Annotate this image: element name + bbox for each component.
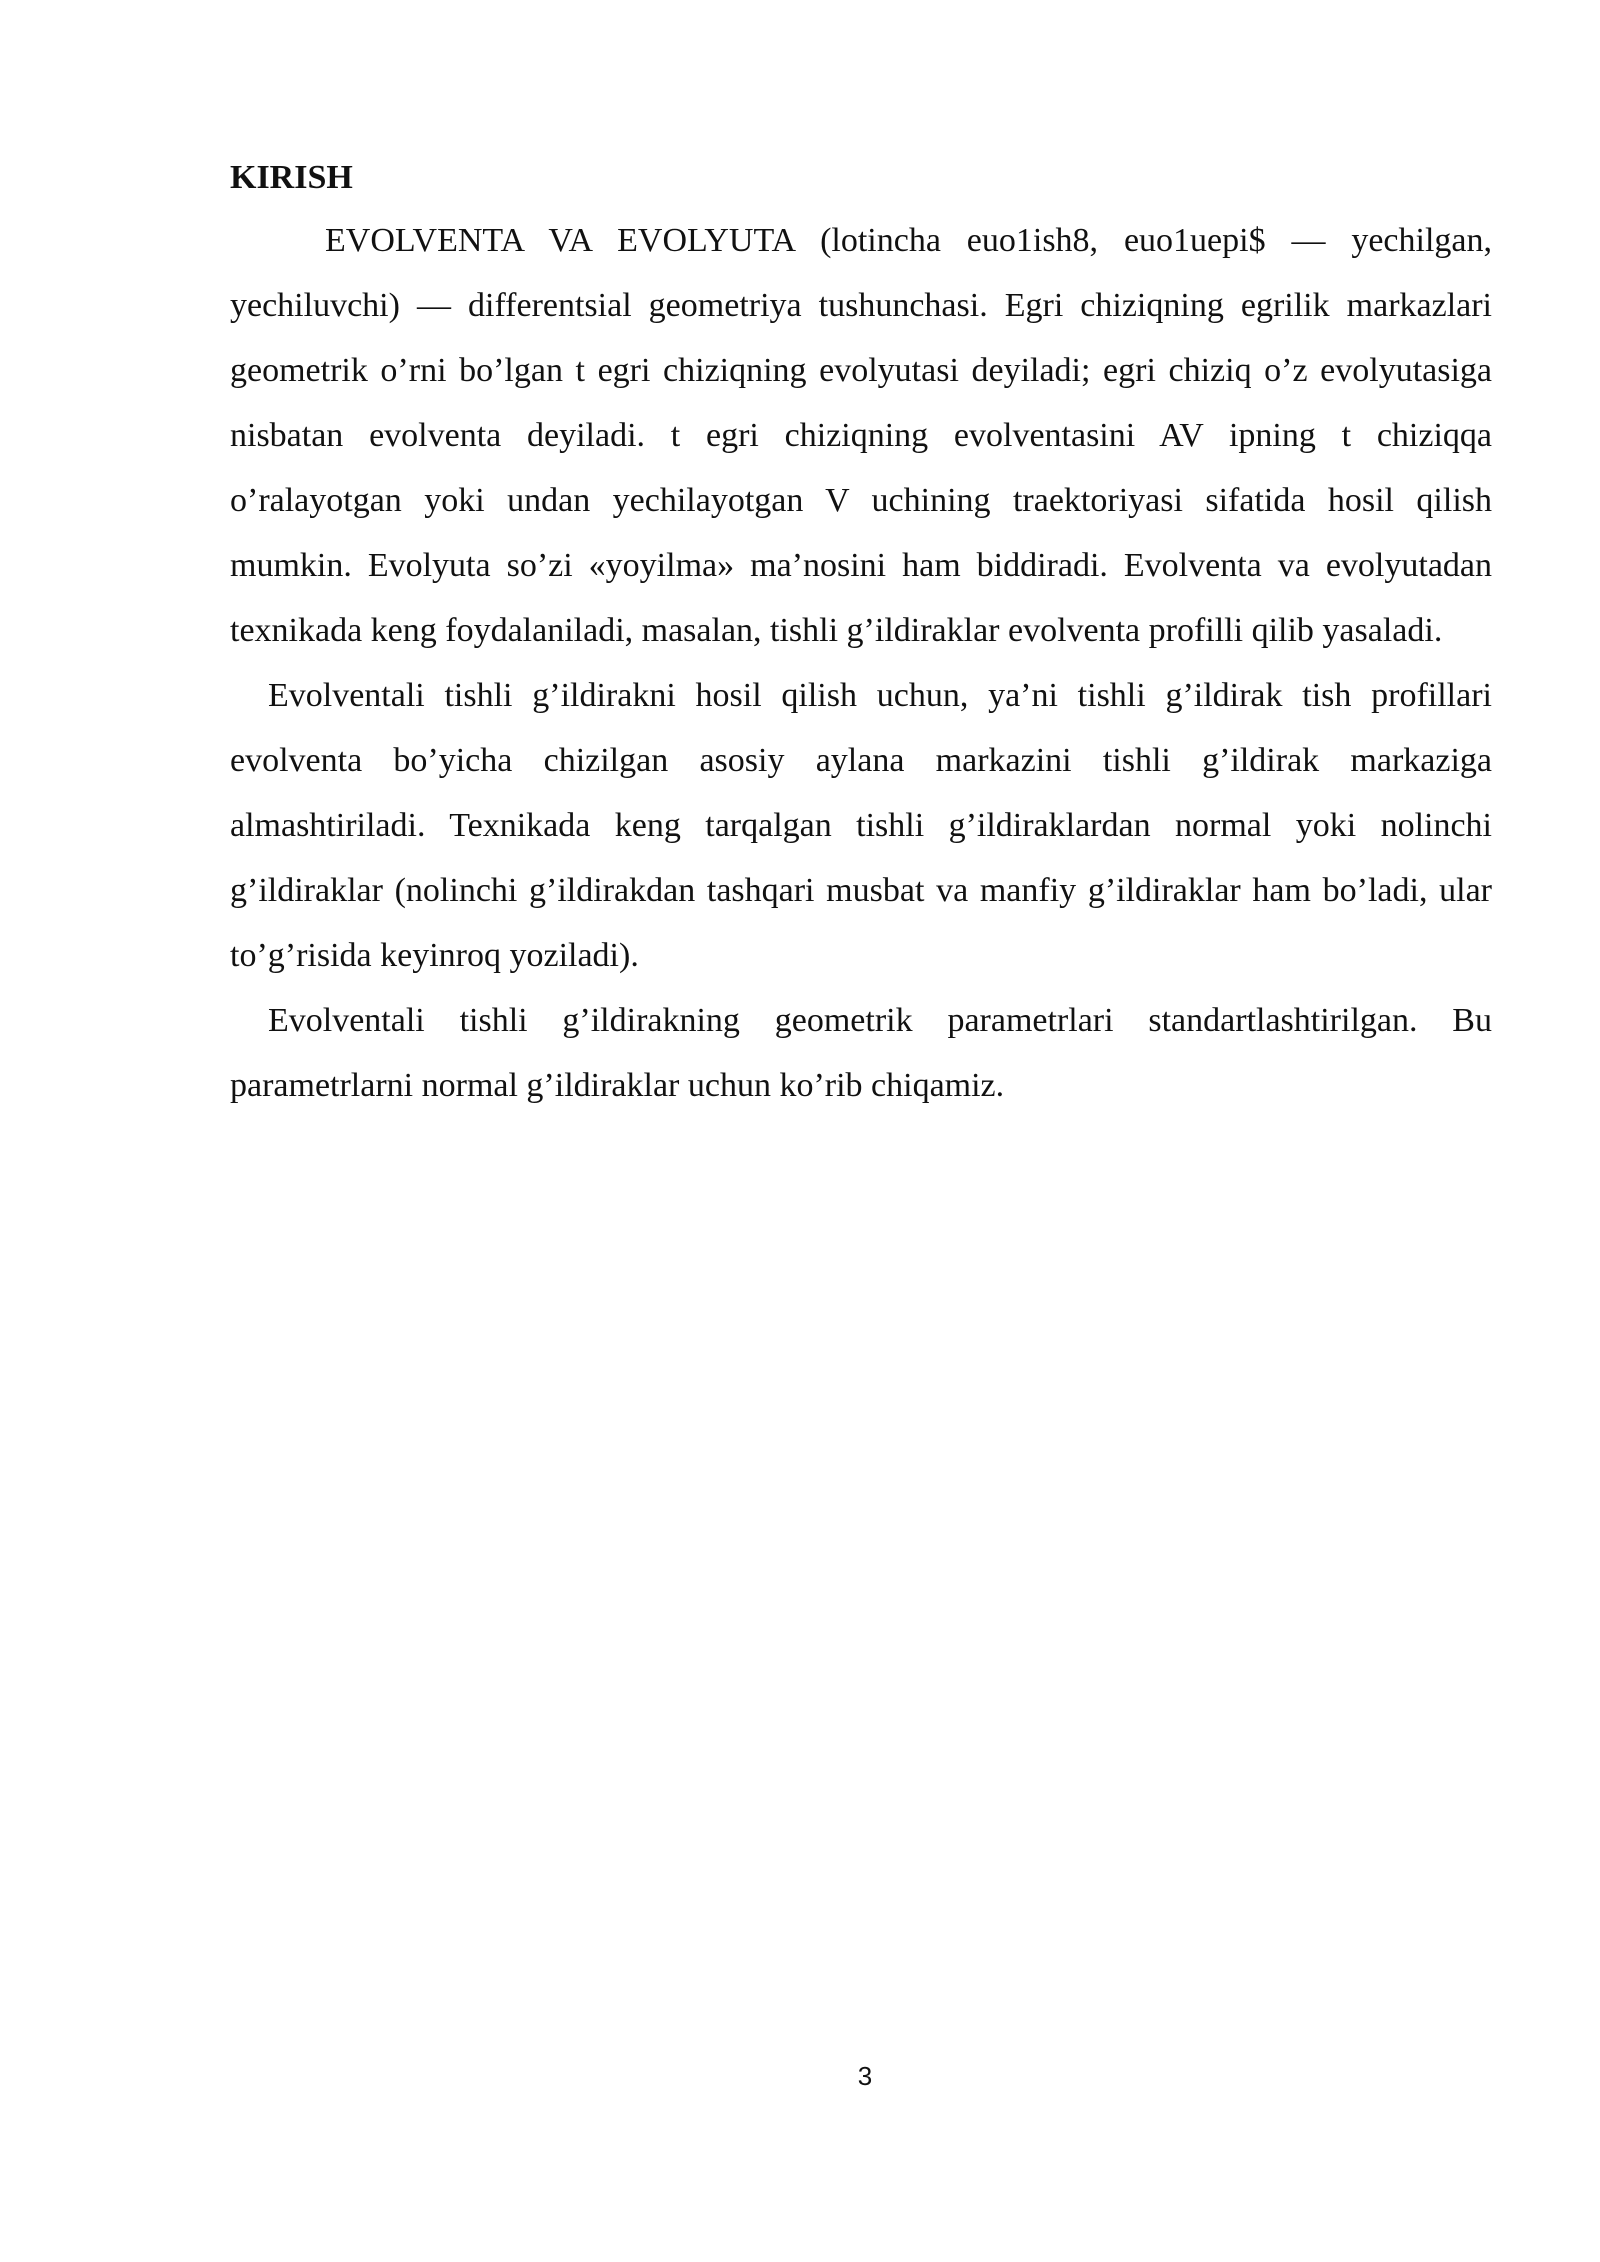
section-heading: KIRISH [230, 159, 353, 196]
document-body [230, 148, 1492, 1118]
paragraph-parameters: Evolventali tishli g’ildirakning geometrik parametrlari standartlashtirilgan. Bu parametrlarni normal g’ildiraklar uchun ko’rib chiqamiz. [230, 1002, 1492, 1104]
page-number: 3 [857, 2061, 873, 2091]
paragraph-gear-profile: Evolventali tishli g’ildirakni hosil qilish uchun, ya’ni tishli g’ildirak tish profillari evolventa bo’yicha chizilgan asosiy aylana markazini tishli g’ildirak markaziga almashtiriladi. Texnikada keng tarqalgan tishli g’ildiraklardan normal yoki nolinchi g’ildiraklar (nolinchi g’ildirakdan tashqari musbat va manfiy g’ildiraklar ham bo’ladi, ular to’g’risida keyinroq yoziladi). [230, 677, 1492, 974]
paragraph-intro: EVOLVENTA VA EVOLYUTA (lotincha euo1ish8, euo1uepi$ — yechilgan, yechiluvchi) — differentsial geometriya tushunchasi. Egri chiziqning egrilik markazlari geometrik o’rni bo’lgan t egri chiziqning evolyutasi deyiladi; egri chiziq o’z evolyutasiga nisbatan evolventa deyiladi. t egri chiziqning evolventasini AV ipning t chiziqqa o’ralayotgan yoki undan yechilayotgan V uchining traektoriyasi sifatida hosil qilish mumkin. Evolyuta so’zi «yoyilma» ma’nosini ham biddiradi. Evolventa va evolyutadan texnikada keng foydalaniladi, masalan, tishli g’ildiraklar evolventa profilli qilib yasaladi. [230, 222, 1492, 649]
